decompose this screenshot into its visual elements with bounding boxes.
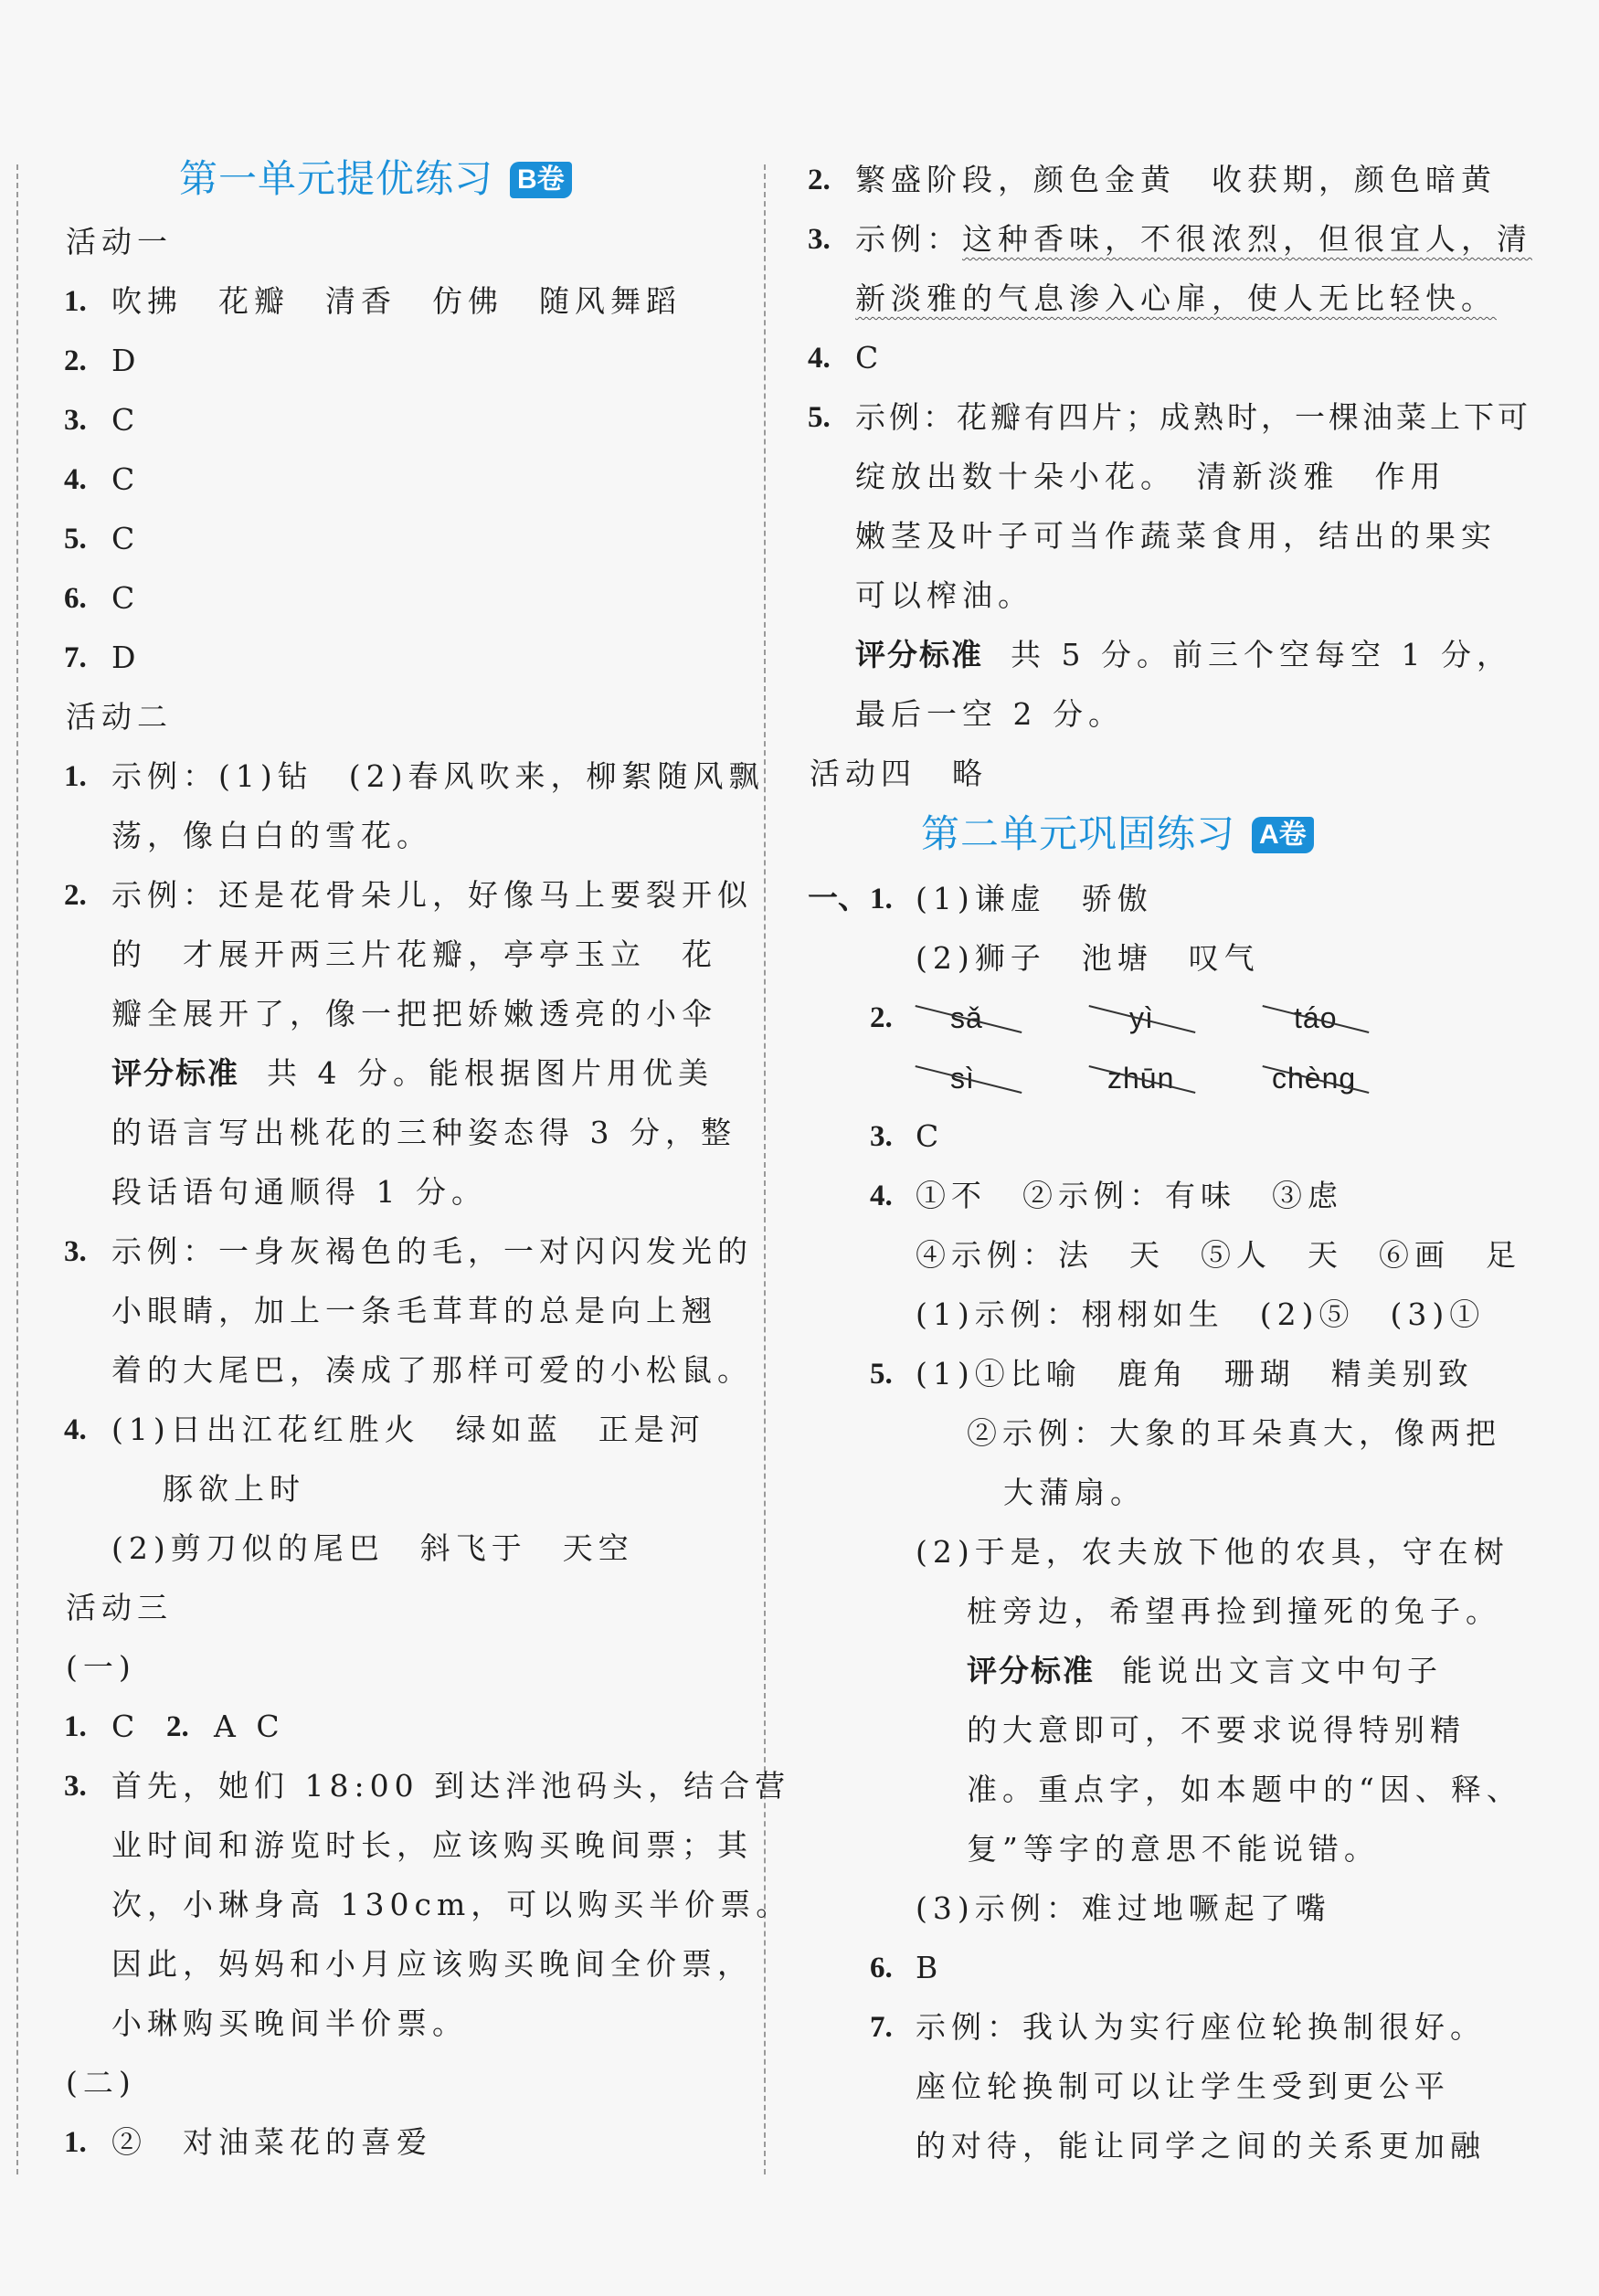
q-number: 2.: [166, 1710, 189, 1743]
q-number: 7.: [64, 641, 87, 674]
answer-a2-4-line1: (1)日出江花红胜火 绿如蓝 正是河: [111, 1412, 705, 1447]
answer-a1-2: D: [111, 343, 142, 378]
section-one-label: 一、: [808, 883, 868, 915]
q-number: 6.: [870, 1952, 893, 1984]
unit1-badge: B卷: [510, 162, 572, 198]
pinyin-zhun: zhūn: [1107, 1062, 1175, 1095]
answer-b3-underlined-2: 新淡雅的气息渗入心扉，使人无比轻快。: [855, 280, 1497, 316]
part1-heading: (一): [66, 1649, 136, 1685]
scoring-line: [111, 1053, 714, 1094]
unit1-title: [179, 153, 572, 205]
pinyin-si: sì: [950, 1062, 975, 1095]
answer-b3-prefix: 示例：: [855, 221, 962, 257]
scoring-line: [967, 1651, 1443, 1691]
answer-a1-1: 吹拂 花瓣 清香 仿佛 随风舞蹈: [111, 283, 682, 319]
scoring-line: [855, 635, 1512, 675]
answer-a3-3-line5: 小琳购买晚间半价票。: [111, 2005, 468, 2041]
pinyin-cheng: chèng: [1272, 1062, 1357, 1095]
answer-b5-line3: 嫩茎及叶子可当作蔬菜食用，结出的果实: [855, 518, 1497, 554]
answer-a3-3-line4: 因此，妈妈和小月应该购买晚间全价票，: [111, 1946, 753, 1982]
answer-a3-3-line1: 首先，她们 18:00 到达泮池码头，结合营: [111, 1768, 791, 1804]
answer-b5-line6: 最后一空 2 分。: [855, 696, 1124, 732]
answer-a2-2-line5: 的语言写出桃花的三种姿态得 3 分，整: [111, 1115, 736, 1150]
answer-b2: 繁盛阶段，颜色金黄 收获期，颜色暗黄: [855, 162, 1497, 197]
q-number: 1.: [64, 285, 87, 318]
answer-c5-line10: (3)示例：难过地噘起了嘴: [916, 1890, 1331, 1926]
center-divider: [764, 164, 766, 2174]
answer-b5-line1: 示例：花瓣有四片；成熟时，一棵油菜上下可: [855, 399, 1531, 435]
q-number: 5.: [64, 523, 87, 555]
q-number: 4.: [64, 463, 87, 496]
q-number: 4.: [64, 1413, 87, 1446]
pinyin-tao: táo: [1294, 1001, 1338, 1034]
answer-c4-line1: ①不 ②示例：有味 ③虑: [916, 1178, 1343, 1213]
activity2-heading: 活动二: [66, 699, 173, 735]
scoring-label: 评分标准: [855, 638, 983, 672]
answer-b3-line2: [855, 279, 1497, 319]
q-number: 2.: [808, 164, 831, 196]
answer-c4-line3: (1)示例：栩栩如生 (2)⑤ (3)①: [916, 1296, 1486, 1332]
answer-a3-3-line3: 次，小琳身高 130cm，可以购买半价票。: [111, 1887, 792, 1922]
answer-a1-5: C: [111, 521, 141, 556]
answer-a3-1: C: [111, 1709, 141, 1744]
scoring-text: 共 5 分。前三个空每空 1 分，: [1011, 637, 1512, 672]
scoring-text: 共 4 分。能根据图片用优美: [267, 1055, 714, 1091]
answer-a2-2-line1: 示例：还是花骨朵儿，好像马上要裂开似: [111, 877, 753, 913]
q-number: 3.: [64, 404, 87, 437]
unit2-title-text: 第二单元巩固练习: [921, 812, 1236, 855]
unit2-badge: A卷: [1252, 817, 1314, 853]
answer-c5-line1: (1)①比喻 鹿角 珊瑚 精美别致: [916, 1356, 1474, 1391]
q-number: 1.: [870, 883, 893, 915]
activity1-heading: 活动一: [66, 224, 173, 259]
answer-c3: C: [916, 1118, 945, 1154]
answer-c1-line1: (1)谦虚 骄傲: [916, 881, 1153, 916]
answer-a2-3-line1: 示例：一身灰褐色的毛，一对闪闪发光的: [111, 1233, 753, 1269]
q-number: 1.: [64, 2126, 87, 2159]
pinyin-sa: sǎ: [950, 1001, 983, 1034]
q-number: 1.: [64, 1710, 87, 1743]
unit2-title: [921, 809, 1314, 860]
answer-a1-4: C: [111, 461, 141, 497]
activity4-heading: 活动四 略: [810, 756, 988, 791]
answer-a1-6: C: [111, 580, 141, 616]
q-number: 7.: [870, 2011, 893, 2044]
answer-c4-line2: ④示例：法 天 ⑤人 天 ⑥画 足: [916, 1237, 1521, 1273]
answer-b3-underlined: 这种香味，不很浓烈，但很宜人，清: [962, 221, 1532, 257]
answer-a2-2-line3: 瓣全展开了，像一把把娇嫩透亮的小伞: [111, 996, 717, 1032]
answer-a2-1-line1: 示例：(1)钻 (2)春风吹来，柳絮随风飘: [111, 758, 765, 794]
answer-c7-line1: 示例：我认为实行座位轮换制很好。: [916, 2009, 1486, 2045]
answer-a2-1-line2: 荡，像白白的雪花。: [111, 818, 432, 853]
activity3-heading: 活动三: [66, 1590, 173, 1625]
q-number: 2.: [64, 344, 87, 377]
answer-b5-line2: 绽放出数十朵小花。 清新淡雅 作用: [855, 459, 1446, 494]
answer-a3-2: A C: [214, 1709, 285, 1744]
answer-a2-4-line2: 豚欲上时: [163, 1471, 305, 1507]
scoring-text: 能说出文言文中句子: [1122, 1653, 1443, 1688]
answer-a1-7: D: [111, 640, 142, 675]
scoring-label: 评分标准: [967, 1654, 1095, 1688]
answer-c5-line8: 准。重点字，如本题中的“因、释、: [967, 1772, 1522, 1807]
answer-a2-4-line3: (2)剪刀似的尾巴 斜飞于 天空: [111, 1530, 634, 1566]
answer-a3-3-line2: 业时间和游览时长，应该购买晚间票；其: [111, 1827, 753, 1863]
answer-c5-line4: (2)于是，农夫放下他的农具，守在树: [916, 1534, 1509, 1570]
left-margin-divider: [16, 164, 18, 2174]
q-number: 5.: [870, 1358, 893, 1391]
q-number: 3.: [870, 1120, 893, 1153]
answer-c5-line7: 的大意即可，不要求说得特别精: [967, 1712, 1466, 1748]
part2-heading: (二): [66, 2065, 136, 2100]
q-number: 4.: [808, 342, 831, 375]
answer-c7-line3: 的对待，能让同学之间的关系更加融: [916, 2128, 1486, 2164]
answer-c5-line9: 复”等字的意思不能说错。: [967, 1831, 1380, 1867]
answer-c5-line5: 桩旁边，希望再捡到撞死的兔子。: [967, 1593, 1501, 1629]
q-number: 2.: [870, 1001, 893, 1034]
answer-b3-line1: [855, 219, 1532, 259]
answer-a2-3-line3: 着的大尾巴，凑成了那样可爱的小松鼠。: [111, 1352, 753, 1388]
answer-c1-line2: (2)狮子 池塘 叹气: [916, 940, 1260, 976]
answer-c5-line2: ②示例：大象的耳朵真大，像两把: [967, 1415, 1501, 1451]
answer-b5-line4: 可以榨油。: [855, 577, 1033, 613]
answer-b1: ② 对油菜花的喜爱: [111, 2124, 432, 2160]
unit1-title-text: 第一单元提优练习: [179, 157, 494, 200]
answer-c5-line3: 大蒲扇。: [1003, 1475, 1146, 1510]
answer-a2-3-line2: 小眼睛，加上一条毛茸茸的总是向上翘: [111, 1293, 717, 1328]
q-number: 6.: [64, 582, 87, 615]
answer-c6: B: [916, 1950, 944, 1985]
q-number: 2.: [64, 879, 87, 912]
answer-a2-2-line2: 的 才展开两三片花瓣，亭亭玉立 花: [111, 936, 717, 972]
q-number: 4.: [870, 1180, 893, 1212]
q-number: 3.: [808, 223, 831, 256]
q-number: 5.: [808, 401, 831, 434]
answer-a2-2-line6: 段话语句通顺得 1 分。: [111, 1174, 487, 1210]
pinyin-yi: yì: [1129, 1001, 1154, 1034]
q-number: 3.: [64, 1770, 87, 1803]
answer-c7-line2: 座位轮换制可以让学生受到更公平: [916, 2069, 1450, 2104]
scoring-label: 评分标准: [111, 1056, 239, 1090]
q-number: 1.: [64, 760, 87, 793]
answer-b4: C: [855, 340, 884, 376]
q-number: 3.: [64, 1235, 87, 1268]
answer-a1-3: C: [111, 402, 141, 438]
